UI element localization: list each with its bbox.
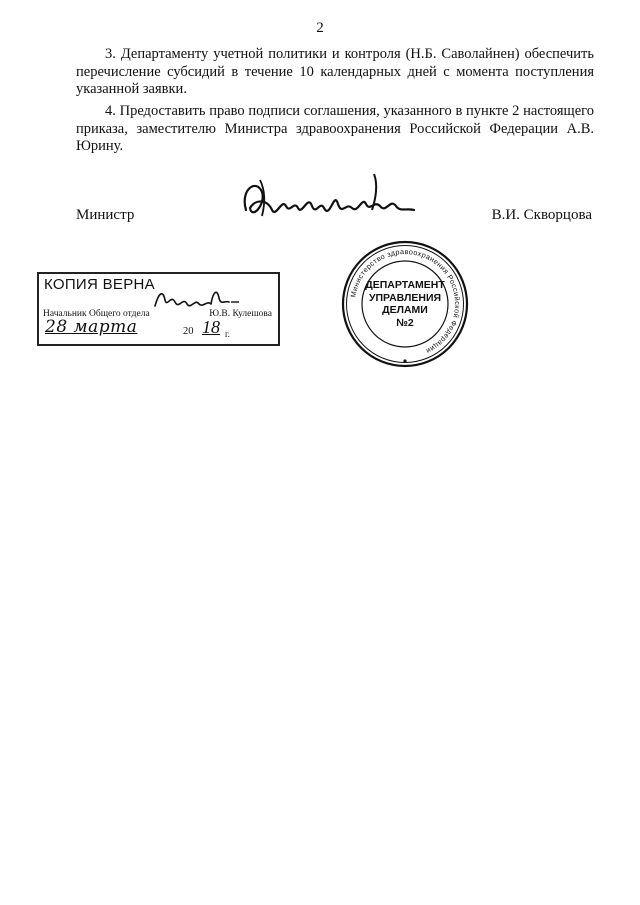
seal-center-text [341, 279, 469, 329]
seal-line-2: УПРАВЛЕНИЯ [368, 291, 442, 304]
copy-stamp-year-suffix: г. [225, 329, 230, 339]
seal-line-1: ДЕПАРТАМЕНТ [365, 279, 445, 291]
page-number: 2 [316, 20, 324, 36]
copy-certified-stamp [37, 272, 280, 346]
seal-line-4: №2 [396, 316, 414, 329]
signatory-position: Министр [76, 207, 135, 223]
copy-stamp-date: 28 марта [45, 317, 138, 337]
minister-signature [238, 170, 418, 235]
copy-stamp-title: КОПИЯ ВЕРНА [44, 276, 155, 293]
paragraph-item-3: 3. Департаменту учетной политики и контроля (Н.Б. Саволайнен) обеспечить перечисление субсидий в течение 10 календарных дней с момента поступления указанной заявки. [76, 46, 594, 98]
seal-line-3: ДЕЛАМИ [382, 304, 428, 316]
copy-stamp-name: Ю.В. Кулешова [209, 309, 272, 319]
signatory-name: В.И. Скворцова [491, 207, 592, 223]
paragraph-item-4: 4. Предоставить право подписи соглашения, указанного в пункте 2 настоящего приказа, заместителю Министра здравоохранения Российской Федерации А.В. Юрину. [76, 103, 594, 155]
copy-stamp-year-prefix: 20 [183, 326, 194, 337]
seal-ring-text: Министерство здравоохранения Российской Федерации [348, 246, 463, 356]
copy-stamp-position: Начальник Общего отдела [43, 309, 150, 319]
copy-stamp-year: 18 [202, 317, 220, 337]
